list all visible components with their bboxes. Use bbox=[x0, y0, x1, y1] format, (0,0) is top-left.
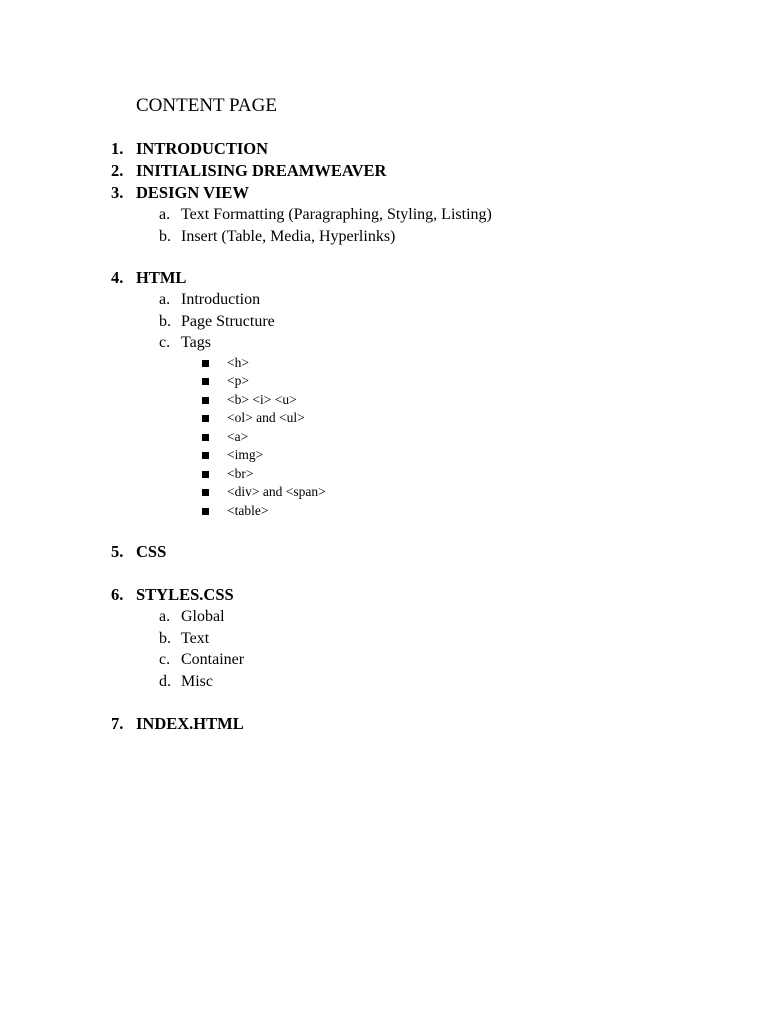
tag-text: <h> bbox=[227, 354, 249, 370]
subitem-text: Text Formatting (Paragraphing, Styling, Listing) bbox=[181, 206, 492, 223]
tag-text: <table> bbox=[227, 502, 269, 518]
tag-text: <b> <i> <u> bbox=[227, 391, 297, 407]
toc-subitem bbox=[0, 671, 768, 693]
tag-list-item bbox=[0, 483, 768, 502]
section-number: 7. bbox=[111, 714, 124, 733]
subitem-text: Tags bbox=[181, 334, 211, 351]
toc-subitem bbox=[0, 332, 768, 354]
section-number: 2. bbox=[111, 161, 124, 180]
tag-list-item bbox=[0, 502, 768, 521]
section-title: INTRODUCTION bbox=[136, 139, 269, 158]
subitem-letter: d. bbox=[159, 672, 171, 690]
tag-list-item bbox=[0, 465, 768, 484]
tag-list-item bbox=[0, 354, 768, 373]
section-title: CSS bbox=[136, 542, 167, 561]
square-bullet-icon bbox=[202, 452, 209, 459]
section-number: 3. bbox=[111, 183, 124, 202]
tag-list-item bbox=[0, 446, 768, 465]
square-bullet-icon bbox=[202, 360, 209, 367]
square-bullet-icon bbox=[202, 489, 209, 496]
toc-subitem bbox=[0, 226, 768, 248]
square-bullet-icon bbox=[202, 415, 209, 422]
tag-text: <a> bbox=[227, 428, 249, 444]
tag-list-item bbox=[0, 428, 768, 447]
tag-text: <br> bbox=[227, 465, 254, 481]
subitem-letter: a. bbox=[159, 608, 171, 625]
toc-subitem bbox=[0, 204, 768, 226]
toc-section-design-view bbox=[0, 182, 768, 204]
toc-section-index-html bbox=[0, 713, 768, 735]
section-title: INDEX.HTML bbox=[136, 714, 244, 733]
section-number: 5. bbox=[111, 542, 124, 561]
toc-subitem bbox=[0, 311, 768, 333]
tag-text: <p> bbox=[227, 373, 249, 388]
subitem-text: Insert (Table, Media, Hyperlinks) bbox=[181, 227, 396, 245]
subitem-text: Introduction bbox=[181, 291, 261, 308]
toc-section-initialising-dreamweaver bbox=[0, 160, 768, 182]
tag-text: <div> and <span> bbox=[227, 484, 326, 499]
subitem-text: Container bbox=[181, 651, 245, 668]
square-bullet-icon bbox=[202, 397, 209, 404]
subitem-letter: a. bbox=[159, 206, 171, 223]
square-bullet-icon bbox=[202, 508, 209, 515]
subitem-letter: b. bbox=[159, 227, 171, 245]
tag-text: <img> bbox=[227, 447, 264, 462]
section-number: 6. bbox=[111, 585, 124, 604]
tag-text: <ol> and <ul> bbox=[227, 410, 305, 425]
subitem-letter: c. bbox=[159, 651, 171, 668]
section-title: HTML bbox=[136, 268, 187, 287]
square-bullet-icon bbox=[202, 378, 209, 385]
page-title: CONTENT PAGE bbox=[136, 95, 277, 116]
subitem-letter: b. bbox=[159, 312, 171, 330]
toc-section-introduction bbox=[0, 138, 768, 160]
section-title: STYLES.CSS bbox=[136, 585, 234, 604]
section-number: 1. bbox=[111, 139, 124, 158]
subitem-letter: b. bbox=[159, 629, 171, 647]
table-of-contents bbox=[0, 138, 768, 735]
subitem-letter: c. bbox=[159, 334, 171, 351]
section-title: INITIALISING DREAMWEAVER bbox=[136, 161, 387, 180]
section-number: 4. bbox=[111, 268, 124, 287]
tag-list-item bbox=[0, 372, 768, 391]
toc-subitem bbox=[0, 628, 768, 650]
square-bullet-icon bbox=[202, 434, 209, 441]
subitem-text: Global bbox=[181, 608, 225, 625]
toc-subitem bbox=[0, 606, 768, 628]
subitem-text: Page Structure bbox=[181, 312, 275, 330]
toc-subitem bbox=[0, 649, 768, 671]
toc-subitem bbox=[0, 289, 768, 311]
toc-section-html bbox=[0, 267, 768, 289]
subitem-text: Text bbox=[181, 629, 210, 647]
tag-list-item bbox=[0, 409, 768, 428]
square-bullet-icon bbox=[202, 471, 209, 478]
subitem-letter: a. bbox=[159, 291, 171, 308]
tag-list-item bbox=[0, 391, 768, 410]
subitem-text: Misc bbox=[181, 672, 213, 690]
toc-section-css bbox=[0, 541, 768, 563]
toc-section-styles-css bbox=[0, 584, 768, 606]
section-title: DESIGN VIEW bbox=[136, 183, 249, 202]
